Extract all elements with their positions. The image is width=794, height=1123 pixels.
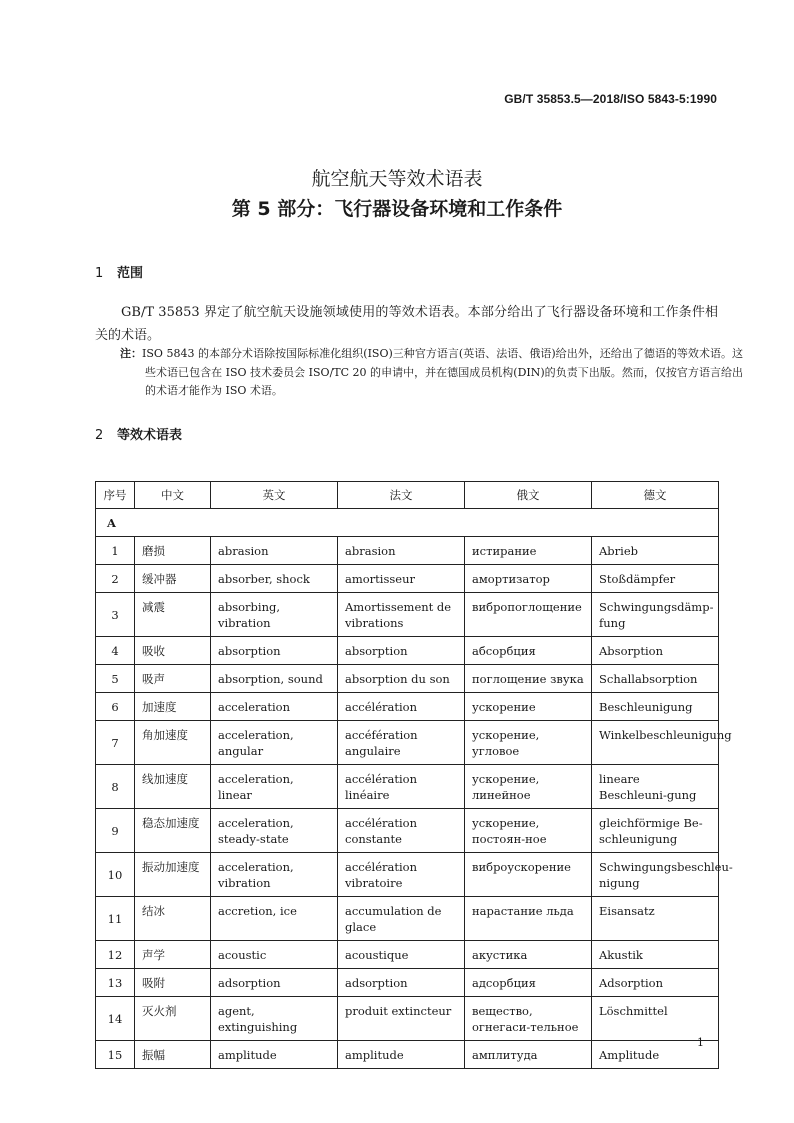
term-german: Akustik <box>592 941 719 969</box>
term-chinese: 振动加速度 <box>135 853 211 897</box>
term-german: Schwingungsbeschleu-nigung <box>592 853 719 897</box>
scope-paragraph: GB/T 35853 界定了航空航天设施领域使用的等效术语表。本部分给出了飞行器设备环境和工作条件相关的术语。 <box>95 305 718 343</box>
term-french: acoustique <box>338 941 465 969</box>
term-number: 6 <box>96 693 135 721</box>
term-french: accélération constante <box>338 809 465 853</box>
note-text: ISO 5843 的本部分术语除按国际标准化组织(ISO)三种官方语言(英语、法语、俄语)给出外，还给出了德语的等效术语。这些术语已包含在 ISO 技术委员会 ISO/TC 20 的申请中，并在德国成员机构(DIN)的负责下出版。然而，仅按官方语言给出的术语才能作为 ISO 术语。 <box>142 347 744 397</box>
term-german: Amplitude <box>592 1041 719 1069</box>
term-russian: ускорение, постоян-ное <box>465 809 592 853</box>
term-chinese: 灭火剂 <box>135 997 211 1041</box>
group-letter-row <box>96 509 719 537</box>
term-chinese: 减震 <box>135 593 211 637</box>
term-french: amplitude <box>338 1041 465 1069</box>
term-german: Löschmittel <box>592 997 719 1041</box>
term-french: accéfération angulaire <box>338 721 465 765</box>
term-russian: ускорение <box>465 693 592 721</box>
term-english: abrasion <box>211 537 338 565</box>
section-title: 等效术语表 <box>117 428 183 443</box>
term-english: acceleration, steady-state <box>211 809 338 853</box>
note-label: 注： <box>120 347 143 360</box>
table-row <box>96 809 719 853</box>
table-row <box>96 637 719 665</box>
term-chinese: 吸声 <box>135 665 211 693</box>
term-french: absorption <box>338 637 465 665</box>
term-number: 11 <box>96 897 135 941</box>
term-number: 10 <box>96 853 135 897</box>
column-header: 德文 <box>592 482 719 509</box>
section-number: 1 <box>95 266 104 281</box>
term-number: 13 <box>96 969 135 997</box>
table-row <box>96 665 719 693</box>
term-russian: амплитуда <box>465 1041 592 1069</box>
term-german: Beschleunigung <box>592 693 719 721</box>
term-german: gleichförmige Be-schleunigung <box>592 809 719 853</box>
term-english: acceleration, angular <box>211 721 338 765</box>
term-french: amortisseur <box>338 565 465 593</box>
column-header: 中文 <box>135 482 211 509</box>
term-french: accumulation de glace <box>338 897 465 941</box>
page-number: 1 <box>697 1036 704 1049</box>
section-number: 2 <box>95 428 104 443</box>
term-french: accélération <box>338 693 465 721</box>
term-russian: ускорение, угловое <box>465 721 592 765</box>
term-chinese: 线加速度 <box>135 765 211 809</box>
term-number: 12 <box>96 941 135 969</box>
table-row <box>96 853 719 897</box>
term-russian: акустика <box>465 941 592 969</box>
table-row <box>96 693 719 721</box>
term-chinese: 声学 <box>135 941 211 969</box>
term-chinese: 吸附 <box>135 969 211 997</box>
term-german: Schallabsorption <box>592 665 719 693</box>
term-russian: адсорбция <box>465 969 592 997</box>
term-french: adsorption <box>338 969 465 997</box>
term-russian: амортизатор <box>465 565 592 593</box>
term-english: adsorption <box>211 969 338 997</box>
term-french: accélération linéaire <box>338 765 465 809</box>
document-title-line2: 第 5 部分：飞行器设备环境和工作条件 <box>231 198 563 220</box>
table-row <box>96 897 719 941</box>
term-english: absorbing, vibration <box>211 593 338 637</box>
table-row <box>96 941 719 969</box>
term-english: amplitude <box>211 1041 338 1069</box>
term-english: absorption, sound <box>211 665 338 693</box>
column-header: 英文 <box>211 482 338 509</box>
term-number: 7 <box>96 721 135 765</box>
term-english: acceleration, vibration <box>211 853 338 897</box>
table-header-row <box>96 482 719 509</box>
section-heading-terms <box>95 424 182 443</box>
term-number: 15 <box>96 1041 135 1069</box>
term-russian: ускорение, линейное <box>465 765 592 809</box>
standard-number-header: GB/T 35853.5—2018/ISO 5843-5:1990 <box>504 92 717 106</box>
table-row <box>96 565 719 593</box>
term-number: 1 <box>96 537 135 565</box>
term-german: Abrieb <box>592 537 719 565</box>
column-header: 俄文 <box>465 482 592 509</box>
term-french: absorption du son <box>338 665 465 693</box>
table-row <box>96 593 719 637</box>
table-row <box>96 1041 719 1069</box>
column-header: 法文 <box>338 482 465 509</box>
term-russian: вибропоглощение <box>465 593 592 637</box>
term-chinese: 缓冲器 <box>135 565 211 593</box>
term-german: Eisansatz <box>592 897 719 941</box>
term-number: 2 <box>96 565 135 593</box>
term-russian: виброускорение <box>465 853 592 897</box>
term-chinese: 稳态加速度 <box>135 809 211 853</box>
term-number: 14 <box>96 997 135 1041</box>
term-german: Adsorption <box>592 969 719 997</box>
term-chinese: 吸收 <box>135 637 211 665</box>
term-russian: поглощение звука <box>465 665 592 693</box>
term-french: accélération vibratoire <box>338 853 465 897</box>
term-chinese: 加速度 <box>135 693 211 721</box>
document-title-line1: 航空航天等效术语表 <box>311 168 483 190</box>
term-chinese: 结冰 <box>135 897 211 941</box>
table-row <box>96 721 719 765</box>
term-english: acceleration, linear <box>211 765 338 809</box>
term-german: lineare Beschleuni-gung <box>592 765 719 809</box>
scope-note <box>120 345 743 401</box>
term-chinese: 角加速度 <box>135 721 211 765</box>
term-french: abrasion <box>338 537 465 565</box>
term-number: 5 <box>96 665 135 693</box>
term-french: Amortissement de vibrations <box>338 593 465 637</box>
column-header: 序号 <box>96 482 135 509</box>
term-german: Absorption <box>592 637 719 665</box>
term-english: absorption <box>211 637 338 665</box>
term-russian: истирание <box>465 537 592 565</box>
term-english: accretion, ice <box>211 897 338 941</box>
term-chinese: 振幅 <box>135 1041 211 1069</box>
table-row <box>96 537 719 565</box>
term-russian: вещество, огнегаси-тельное <box>465 997 592 1041</box>
section-heading-scope <box>95 262 143 281</box>
term-english: acceleration <box>211 693 338 721</box>
term-number: 9 <box>96 809 135 853</box>
term-german: Stoßdämpfer <box>592 565 719 593</box>
section-title: 范围 <box>117 266 144 281</box>
term-chinese: 磨损 <box>135 537 211 565</box>
term-english: agent, extinguishing <box>211 997 338 1041</box>
terms-table <box>95 481 733 1069</box>
term-german: Winkelbeschleunigung <box>592 721 719 765</box>
term-number: 4 <box>96 637 135 665</box>
term-german: Schwingungsdämp-fung <box>592 593 719 637</box>
term-english: absorber, shock <box>211 565 338 593</box>
term-russian: абсорбция <box>465 637 592 665</box>
term-number: 8 <box>96 765 135 809</box>
table-row <box>96 765 719 809</box>
group-letter: A <box>96 509 719 537</box>
term-number: 3 <box>96 593 135 637</box>
term-french: produit extincteur <box>338 997 465 1041</box>
table-row <box>96 997 719 1041</box>
table-row <box>96 969 719 997</box>
term-english: acoustic <box>211 941 338 969</box>
term-russian: нарастание льда <box>465 897 592 941</box>
